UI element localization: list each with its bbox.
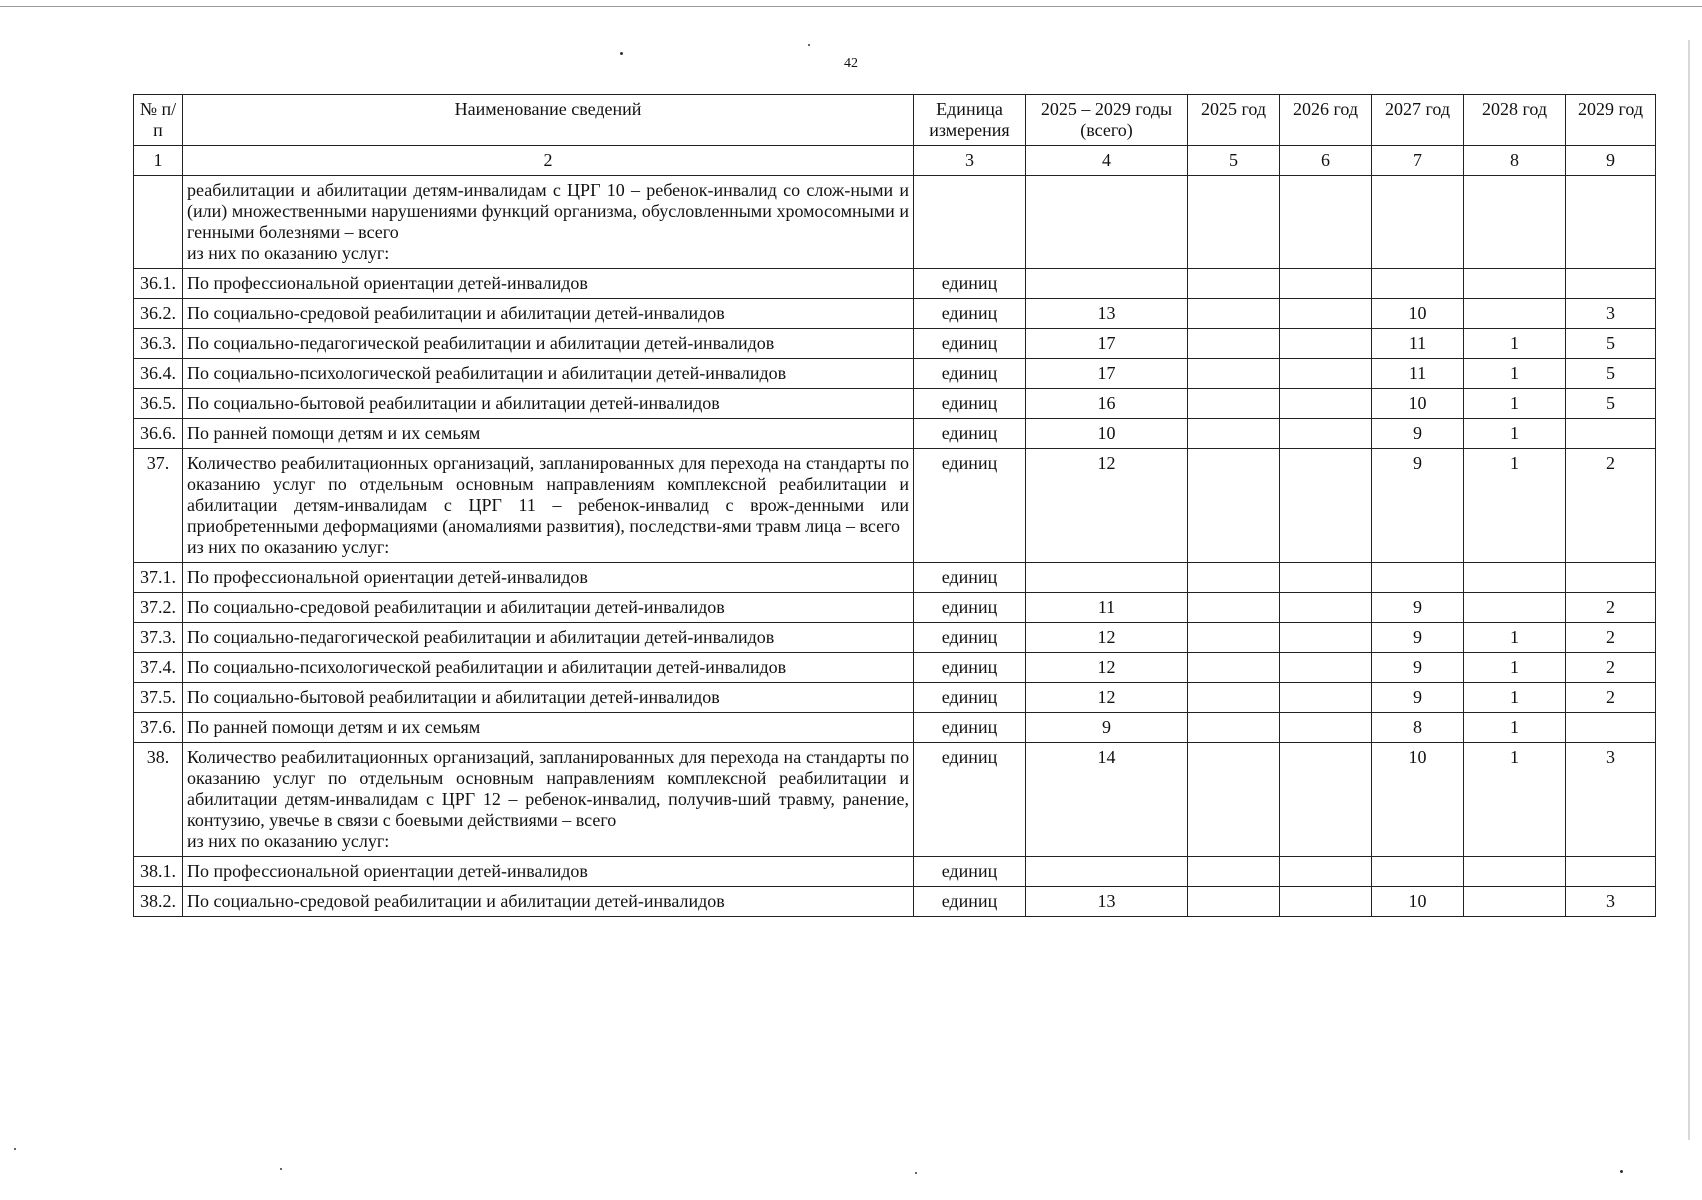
cell-num: 37.1. bbox=[134, 563, 183, 593]
col-number: 7 bbox=[1372, 146, 1464, 176]
table-row bbox=[134, 176, 1656, 269]
scan-speck bbox=[14, 1148, 16, 1150]
cell-y2028 bbox=[1464, 563, 1566, 593]
cell-unit: единиц bbox=[914, 593, 1026, 623]
cell-total bbox=[1026, 269, 1188, 299]
col-number: 2 bbox=[183, 146, 914, 176]
cell-y2027 bbox=[1372, 857, 1464, 887]
cell-total: 12 bbox=[1026, 653, 1188, 683]
cell-num: 37.2. bbox=[134, 593, 183, 623]
cell-y2029: 5 bbox=[1566, 329, 1656, 359]
cell-name: По социально-психологической реабилитации и абилитации детей-инвалидов bbox=[183, 359, 914, 389]
cell-y2027: 8 bbox=[1372, 713, 1464, 743]
cell-total: 13 bbox=[1026, 887, 1188, 917]
cell-total bbox=[1026, 176, 1188, 269]
cell-y2028 bbox=[1464, 857, 1566, 887]
cell-name: По профессиональной ориентации детей-инвалидов bbox=[183, 857, 914, 887]
cell-name: По профессиональной ориентации детей-инвалидов bbox=[183, 269, 914, 299]
cell-y2027: 10 bbox=[1372, 389, 1464, 419]
cell-name: Количество реабилитационных организаций, запланированных для перехода на стандарты по оказанию услуг по отдельным основным направлениям комплексной реабилитации и абилитации детям-инвалидам с ЦРГ 11 – ребенок-инвалид с врож-денными или приобретенными деформациями (аномалиями развития), последстви-ями травм лица – всего из них по оказанию услуг: bbox=[183, 449, 914, 563]
data-table bbox=[133, 94, 1656, 917]
cell-y2028: 1 bbox=[1464, 449, 1566, 563]
cell-total: 14 bbox=[1026, 743, 1188, 857]
cell-y2028 bbox=[1464, 269, 1566, 299]
cell-y2025 bbox=[1188, 269, 1280, 299]
header-name: Наименование сведений bbox=[183, 95, 914, 146]
col-number: 4 bbox=[1026, 146, 1188, 176]
cell-y2025 bbox=[1188, 359, 1280, 389]
cell-num: 37.5. bbox=[134, 683, 183, 713]
header-2028: 2028 год bbox=[1464, 95, 1566, 146]
cell-num: 37. bbox=[134, 449, 183, 563]
cell-total: 13 bbox=[1026, 299, 1188, 329]
cell-y2026 bbox=[1280, 299, 1372, 329]
cell-unit: единиц bbox=[914, 329, 1026, 359]
table-row bbox=[134, 887, 1656, 917]
cell-y2028: 1 bbox=[1464, 389, 1566, 419]
cell-total bbox=[1026, 563, 1188, 593]
cell-y2027: 9 bbox=[1372, 623, 1464, 653]
cell-y2029 bbox=[1566, 563, 1656, 593]
cell-y2029 bbox=[1566, 176, 1656, 269]
header-2026: 2026 год bbox=[1280, 95, 1372, 146]
cell-name: По социально-средовой реабилитации и абилитации детей-инвалидов bbox=[183, 299, 914, 329]
cell-y2025 bbox=[1188, 176, 1280, 269]
cell-y2025 bbox=[1188, 419, 1280, 449]
cell-total: 11 bbox=[1026, 593, 1188, 623]
cell-y2025 bbox=[1188, 389, 1280, 419]
cell-y2026 bbox=[1280, 449, 1372, 563]
scan-speck bbox=[620, 52, 623, 55]
cell-total: 17 bbox=[1026, 329, 1188, 359]
cell-y2029 bbox=[1566, 419, 1656, 449]
cell-y2028 bbox=[1464, 299, 1566, 329]
cell-y2028: 1 bbox=[1464, 713, 1566, 743]
cell-y2027: 9 bbox=[1372, 683, 1464, 713]
col-number: 6 bbox=[1280, 146, 1372, 176]
cell-y2025 bbox=[1188, 449, 1280, 563]
cell-name: По профессиональной ориентации детей-инвалидов bbox=[183, 563, 914, 593]
cell-y2026 bbox=[1280, 887, 1372, 917]
cell-y2027: 9 bbox=[1372, 653, 1464, 683]
cell-name: По социально-педагогической реабилитации и абилитации детей-инвалидов bbox=[183, 329, 914, 359]
cell-y2026 bbox=[1280, 176, 1372, 269]
cell-y2028: 1 bbox=[1464, 683, 1566, 713]
cell-name: Количество реабилитационных организаций, запланированных для перехода на стандарты по оказанию услуг по отдельным основным направлениям комплексной реабилитации и абилитации детям-инвалидам с ЦРГ 12 – ребенок-инвалид, получив-ший травму, ранение, контузию, увечье в связи с боевыми действиями – всего из них по оказанию услуг: bbox=[183, 743, 914, 857]
table-row bbox=[134, 713, 1656, 743]
cell-y2025 bbox=[1188, 563, 1280, 593]
cell-name: По социально-бытовой реабилитации и абилитации детей-инвалидов bbox=[183, 389, 914, 419]
cell-num: 37.3. bbox=[134, 623, 183, 653]
cell-y2026 bbox=[1280, 623, 1372, 653]
cell-unit: единиц bbox=[914, 449, 1026, 563]
cell-y2027: 10 bbox=[1372, 743, 1464, 857]
cell-total: 12 bbox=[1026, 683, 1188, 713]
cell-y2029: 3 bbox=[1566, 743, 1656, 857]
cell-name: По социально-педагогической реабилитации и абилитации детей-инвалидов bbox=[183, 623, 914, 653]
cell-y2025 bbox=[1188, 683, 1280, 713]
table-body bbox=[134, 176, 1656, 917]
cell-y2027: 9 bbox=[1372, 449, 1464, 563]
cell-y2028: 1 bbox=[1464, 653, 1566, 683]
cell-y2026 bbox=[1280, 653, 1372, 683]
cell-unit: единиц bbox=[914, 563, 1026, 593]
cell-y2027 bbox=[1372, 563, 1464, 593]
table-row bbox=[134, 563, 1656, 593]
table-row bbox=[134, 389, 1656, 419]
cell-num: 37.4. bbox=[134, 653, 183, 683]
cell-y2029 bbox=[1566, 713, 1656, 743]
cell-total: 12 bbox=[1026, 623, 1188, 653]
cell-unit: единиц bbox=[914, 683, 1026, 713]
cell-y2027 bbox=[1372, 269, 1464, 299]
table-row bbox=[134, 419, 1656, 449]
cell-y2026 bbox=[1280, 419, 1372, 449]
cell-num bbox=[134, 176, 183, 269]
cell-y2025 bbox=[1188, 623, 1280, 653]
cell-y2028 bbox=[1464, 593, 1566, 623]
cell-num: 36.4. bbox=[134, 359, 183, 389]
cell-num: 36.6. bbox=[134, 419, 183, 449]
cell-unit bbox=[914, 176, 1026, 269]
cell-num: 38. bbox=[134, 743, 183, 857]
cell-y2026 bbox=[1280, 683, 1372, 713]
table-row bbox=[134, 269, 1656, 299]
cell-y2029: 2 bbox=[1566, 623, 1656, 653]
cell-y2028: 1 bbox=[1464, 623, 1566, 653]
cell-y2026 bbox=[1280, 389, 1372, 419]
cell-y2027: 10 bbox=[1372, 299, 1464, 329]
cell-num: 36.1. bbox=[134, 269, 183, 299]
cell-y2025 bbox=[1188, 329, 1280, 359]
cell-unit: единиц bbox=[914, 713, 1026, 743]
table-row bbox=[134, 857, 1656, 887]
cell-y2028: 1 bbox=[1464, 329, 1566, 359]
table-row bbox=[134, 623, 1656, 653]
cell-y2026 bbox=[1280, 563, 1372, 593]
table-row bbox=[134, 653, 1656, 683]
cell-name: По ранней помощи детям и их семьям bbox=[183, 713, 914, 743]
cell-y2029 bbox=[1566, 269, 1656, 299]
cell-y2026 bbox=[1280, 857, 1372, 887]
header-2027: 2027 год bbox=[1372, 95, 1464, 146]
cell-total: 17 bbox=[1026, 359, 1188, 389]
cell-unit: единиц bbox=[914, 857, 1026, 887]
cell-y2027: 9 bbox=[1372, 593, 1464, 623]
cell-y2027: 11 bbox=[1372, 359, 1464, 389]
cell-name: По социально-средовой реабилитации и абилитации детей-инвалидов bbox=[183, 593, 914, 623]
cell-y2028: 1 bbox=[1464, 743, 1566, 857]
scan-speck bbox=[808, 44, 810, 46]
cell-y2029: 2 bbox=[1566, 653, 1656, 683]
table-row bbox=[134, 329, 1656, 359]
cell-y2028: 1 bbox=[1464, 419, 1566, 449]
cell-unit: единиц bbox=[914, 743, 1026, 857]
cell-name: реабилитации и абилитации детям-инвалидам с ЦРГ 10 – ребенок-инвалид со слож-ными и (или) множественными нарушениями функций организма, обусловленными хромосомными и генными болезнями – всего из них по оказанию услуг: bbox=[183, 176, 914, 269]
cell-y2026 bbox=[1280, 593, 1372, 623]
cell-total: 16 bbox=[1026, 389, 1188, 419]
cell-y2027: 9 bbox=[1372, 419, 1464, 449]
cell-y2026 bbox=[1280, 359, 1372, 389]
cell-name: По социально-психологической реабилитации и абилитации детей-инвалидов bbox=[183, 653, 914, 683]
table-header-row bbox=[134, 95, 1656, 146]
cell-unit: единиц bbox=[914, 359, 1026, 389]
cell-name: По ранней помощи детям и их семьям bbox=[183, 419, 914, 449]
header-num: № п/п bbox=[134, 95, 183, 146]
cell-y2029: 2 bbox=[1566, 449, 1656, 563]
cell-y2026 bbox=[1280, 713, 1372, 743]
page-number: 42 bbox=[844, 56, 858, 71]
cell-unit: единиц bbox=[914, 299, 1026, 329]
cell-y2029: 2 bbox=[1566, 593, 1656, 623]
cell-y2025 bbox=[1188, 299, 1280, 329]
cell-unit: единиц bbox=[914, 653, 1026, 683]
table-row bbox=[134, 449, 1656, 563]
table-row bbox=[134, 359, 1656, 389]
scan-speck bbox=[280, 1168, 282, 1170]
cell-total: 10 bbox=[1026, 419, 1188, 449]
cell-unit: единиц bbox=[914, 419, 1026, 449]
col-number: 9 bbox=[1566, 146, 1656, 176]
cell-total: 9 bbox=[1026, 713, 1188, 743]
cell-y2027: 11 bbox=[1372, 329, 1464, 359]
scan-margin-shadow bbox=[1688, 40, 1690, 1140]
cell-y2025 bbox=[1188, 713, 1280, 743]
cell-unit: единиц bbox=[914, 269, 1026, 299]
cell-num: 38.2. bbox=[134, 887, 183, 917]
table-row bbox=[134, 683, 1656, 713]
cell-y2026 bbox=[1280, 329, 1372, 359]
col-number: 5 bbox=[1188, 146, 1280, 176]
cell-num: 37.6. bbox=[134, 713, 183, 743]
cell-y2026 bbox=[1280, 269, 1372, 299]
table-row bbox=[134, 299, 1656, 329]
cell-y2029: 5 bbox=[1566, 389, 1656, 419]
cell-unit: единиц bbox=[914, 887, 1026, 917]
cell-unit: единиц bbox=[914, 623, 1026, 653]
header-2029: 2029 год bbox=[1566, 95, 1656, 146]
cell-y2028 bbox=[1464, 176, 1566, 269]
cell-y2028: 1 bbox=[1464, 359, 1566, 389]
cell-num: 36.3. bbox=[134, 329, 183, 359]
col-number: 3 bbox=[914, 146, 1026, 176]
table-row bbox=[134, 593, 1656, 623]
cell-y2029 bbox=[1566, 857, 1656, 887]
column-number-row bbox=[134, 146, 1656, 176]
cell-unit: единиц bbox=[914, 389, 1026, 419]
cell-y2025 bbox=[1188, 653, 1280, 683]
col-number: 8 bbox=[1464, 146, 1566, 176]
cell-y2029: 3 bbox=[1566, 299, 1656, 329]
cell-y2029: 5 bbox=[1566, 359, 1656, 389]
cell-y2028 bbox=[1464, 887, 1566, 917]
cell-name: По социально-бытовой реабилитации и абилитации детей-инвалидов bbox=[183, 683, 914, 713]
header-2025: 2025 год bbox=[1188, 95, 1280, 146]
cell-y2025 bbox=[1188, 887, 1280, 917]
cell-y2025 bbox=[1188, 593, 1280, 623]
scan-edge-line bbox=[0, 6, 1702, 7]
cell-y2025 bbox=[1188, 857, 1280, 887]
header-total: 2025 – 2029 годы (всего) bbox=[1026, 95, 1188, 146]
scan-speck bbox=[1620, 1170, 1623, 1173]
cell-num: 38.1. bbox=[134, 857, 183, 887]
cell-y2029: 2 bbox=[1566, 683, 1656, 713]
cell-y2029: 3 bbox=[1566, 887, 1656, 917]
cell-y2025 bbox=[1188, 743, 1280, 857]
cell-total bbox=[1026, 857, 1188, 887]
cell-y2027: 10 bbox=[1372, 887, 1464, 917]
cell-num: 36.2. bbox=[134, 299, 183, 329]
cell-y2026 bbox=[1280, 743, 1372, 857]
cell-name: По социально-средовой реабилитации и абилитации детей-инвалидов bbox=[183, 887, 914, 917]
cell-y2027 bbox=[1372, 176, 1464, 269]
col-number: 1 bbox=[134, 146, 183, 176]
cell-num: 36.5. bbox=[134, 389, 183, 419]
scan-speck bbox=[915, 1172, 917, 1174]
cell-total: 12 bbox=[1026, 449, 1188, 563]
header-unit: Единица измерения bbox=[914, 95, 1026, 146]
table-row bbox=[134, 743, 1656, 857]
